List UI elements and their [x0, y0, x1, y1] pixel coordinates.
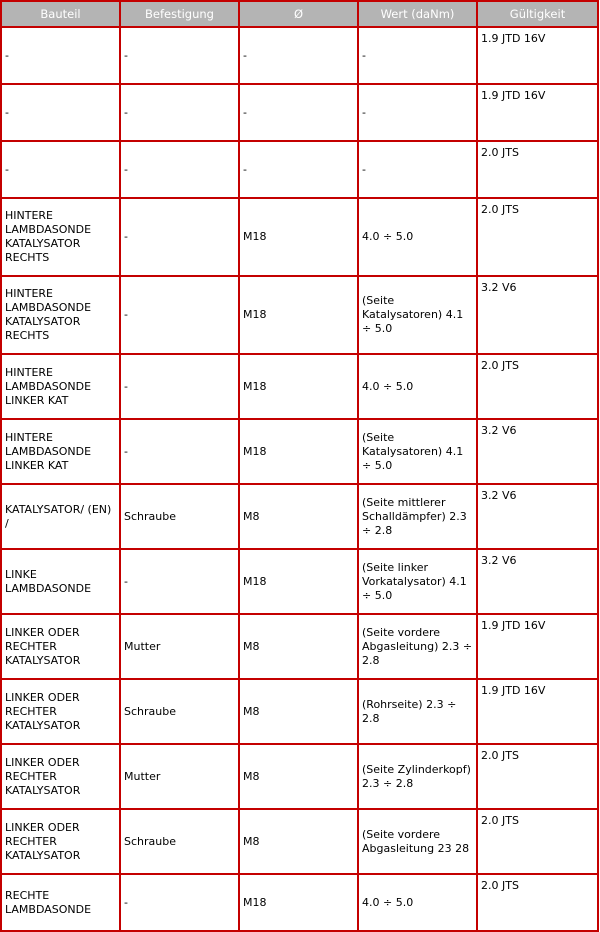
cell-durchmesser: M18	[240, 199, 359, 277]
cell-wert: -	[359, 28, 478, 85]
cell-gueltigkeit: 1.9 JTD 16V	[478, 680, 599, 745]
cell-bauteil: RECHTE LAMBDASONDE	[2, 875, 121, 932]
cell-durchmesser: M18	[240, 550, 359, 615]
cell-gueltigkeit: 1.9 JTD 16V	[478, 28, 599, 85]
cell-bauteil: HINTERE LAMBDASONDE LINKER KAT	[2, 355, 121, 420]
cell-wert: 4.0 ÷ 5.0	[359, 199, 478, 277]
table-row	[2, 420, 599, 485]
cell-befestigung: -	[121, 142, 240, 199]
table-row	[2, 28, 599, 85]
table-row	[2, 680, 599, 745]
cell-befestigung: -	[121, 420, 240, 485]
cell-gueltigkeit: 3.2 V6	[478, 485, 599, 550]
cell-gueltigkeit: 2.0 JTS	[478, 355, 599, 420]
cell-wert: -	[359, 85, 478, 142]
cell-bauteil: -	[2, 85, 121, 142]
cell-wert: (Seite vordere Abgasleitung 23 28	[359, 810, 478, 875]
cell-bauteil: HINTERE LAMBDASONDE KATALYSATOR RECHTS	[2, 199, 121, 277]
cell-durchmesser: M18	[240, 420, 359, 485]
table-row	[2, 810, 599, 875]
cell-befestigung: -	[121, 199, 240, 277]
cell-befestigung: -	[121, 277, 240, 355]
cell-bauteil: LINKE LAMBDASONDE	[2, 550, 121, 615]
cell-gueltigkeit: 1.9 JTD 16V	[478, 615, 599, 680]
cell-befestigung: -	[121, 28, 240, 85]
cell-durchmesser: M8	[240, 810, 359, 875]
cell-durchmesser: -	[240, 28, 359, 85]
table-row	[2, 615, 599, 680]
cell-wert: (Rohrseite) 2.3 ÷ 2.8	[359, 680, 478, 745]
cell-durchmesser: M8	[240, 745, 359, 810]
header-gueltigkeit: Gültigkeit	[478, 2, 599, 28]
cell-gueltigkeit: 2.0 JTS	[478, 199, 599, 277]
table-row	[2, 85, 599, 142]
cell-bauteil: -	[2, 142, 121, 199]
cell-bauteil: HINTERE LAMBDASONDE LINKER KAT	[2, 420, 121, 485]
cell-durchmesser: M8	[240, 615, 359, 680]
cell-durchmesser: M18	[240, 875, 359, 932]
cell-bauteil: LINKER ODER RECHTER KATALYSATOR	[2, 680, 121, 745]
cell-wert: (Seite mittlerer Schalldämpfer) 2.3 ÷ 2.8	[359, 485, 478, 550]
cell-befestigung: -	[121, 550, 240, 615]
table-row	[2, 550, 599, 615]
header-bauteil: Bauteil	[2, 2, 121, 28]
table-row	[2, 355, 599, 420]
cell-befestigung: -	[121, 355, 240, 420]
cell-gueltigkeit: 2.0 JTS	[478, 142, 599, 199]
cell-befestigung: Mutter	[121, 745, 240, 810]
cell-wert: -	[359, 142, 478, 199]
cell-wert: (Seite vordere Abgasleitung) 2.3 ÷ 2.8	[359, 615, 478, 680]
cell-bauteil: -	[2, 28, 121, 85]
cell-gueltigkeit: 2.0 JTS	[478, 810, 599, 875]
cell-wert: (Seite Katalysatoren) 4.1 ÷ 5.0	[359, 277, 478, 355]
table-row	[2, 875, 599, 932]
cell-wert: 4.0 ÷ 5.0	[359, 875, 478, 932]
cell-befestigung: Schraube	[121, 485, 240, 550]
table-body	[2, 28, 599, 932]
cell-gueltigkeit: 2.0 JTS	[478, 745, 599, 810]
cell-durchmesser: -	[240, 142, 359, 199]
cell-befestigung: Schraube	[121, 680, 240, 745]
table-row	[2, 745, 599, 810]
cell-bauteil: LINKER ODER RECHTER KATALYSATOR	[2, 615, 121, 680]
cell-bauteil: LINKER ODER RECHTER KATALYSATOR	[2, 810, 121, 875]
cell-wert: (Seite Zylinderkopf) 2.3 ÷ 2.8	[359, 745, 478, 810]
cell-befestigung: -	[121, 85, 240, 142]
cell-gueltigkeit: 3.2 V6	[478, 420, 599, 485]
cell-befestigung: Mutter	[121, 615, 240, 680]
cell-gueltigkeit: 2.0 JTS	[478, 875, 599, 932]
cell-befestigung: Schraube	[121, 810, 240, 875]
cell-gueltigkeit: 1.9 JTD 16V	[478, 85, 599, 142]
header-row	[2, 2, 599, 28]
cell-wert: (Seite Katalysatoren) 4.1 ÷ 5.0	[359, 420, 478, 485]
cell-durchmesser: M18	[240, 277, 359, 355]
cell-durchmesser: M8	[240, 485, 359, 550]
table-row	[2, 277, 599, 355]
header-durchmesser: Ø	[240, 2, 359, 28]
cell-gueltigkeit: 3.2 V6	[478, 277, 599, 355]
cell-durchmesser: -	[240, 85, 359, 142]
table-row	[2, 485, 599, 550]
cell-bauteil: LINKER ODER RECHTER KATALYSATOR	[2, 745, 121, 810]
cell-gueltigkeit: 3.2 V6	[478, 550, 599, 615]
cell-befestigung: -	[121, 875, 240, 932]
cell-bauteil: HINTERE LAMBDASONDE KATALYSATOR RECHTS	[2, 277, 121, 355]
cell-durchmesser: M8	[240, 680, 359, 745]
table-row	[2, 142, 599, 199]
cell-durchmesser: M18	[240, 355, 359, 420]
cell-bauteil: KATALYSATOR/ (EN) /	[2, 485, 121, 550]
table-header	[2, 2, 599, 28]
cell-wert: (Seite linker Vorkatalysator) 4.1 ÷ 5.0	[359, 550, 478, 615]
table-row	[2, 199, 599, 277]
cell-wert: 4.0 ÷ 5.0	[359, 355, 478, 420]
header-befestigung: Befestigung	[121, 2, 240, 28]
header-wert: Wert (daNm)	[359, 2, 478, 28]
